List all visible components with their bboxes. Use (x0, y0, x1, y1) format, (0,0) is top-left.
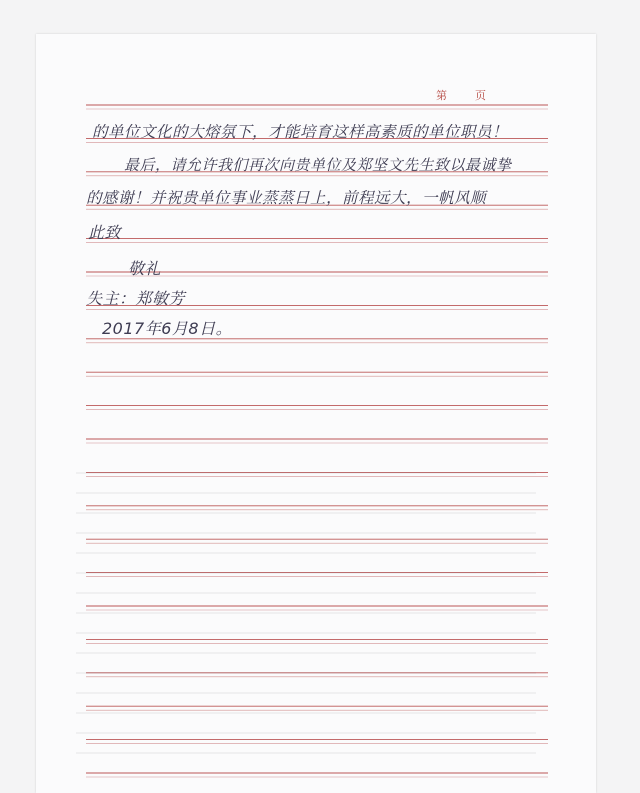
letter-line-salute: 敬礼 (128, 259, 162, 278)
page-label-prefix: 第 (436, 89, 449, 102)
letter-line-date: 2017年6月8日。 (102, 319, 233, 338)
page-number-label (436, 87, 488, 103)
letter-line-closing: 此致 (88, 223, 122, 242)
letter-paper (36, 34, 596, 793)
letter-line-1: 的单位文化的大熔氛下，才能培育这样高素质的单位职员！ (92, 123, 509, 141)
page-label-suffix: 页 (475, 89, 488, 102)
letter-line-3: 的感谢！并祝贵单位事业蒸蒸日上，前程远大，一帆风顺 (86, 189, 487, 207)
ink-bleed-through (76, 454, 536, 754)
letter-line-signature: 失主：郑敏芳 (86, 289, 186, 308)
letter-line-2: 最后，请允许我们再次向贵单位及郑坚文先生致以最诚挚 (124, 156, 512, 174)
